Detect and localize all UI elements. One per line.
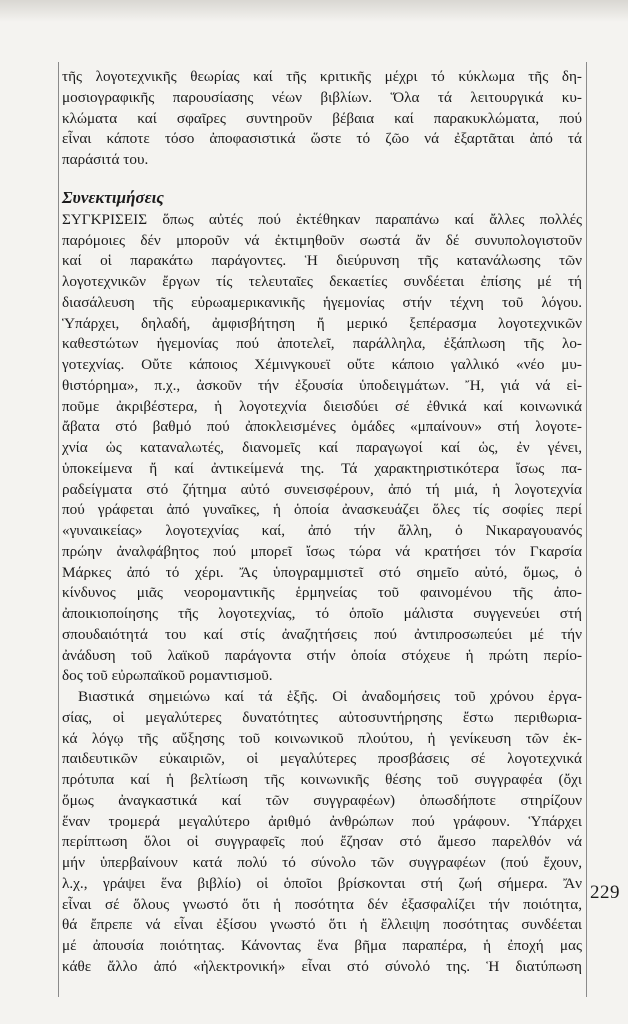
section-gap — [62, 171, 582, 186]
text-line: κάθε ἄλλο ἀπό «ἠλεκτρονική» εἶναι στό σύνολό της. Ἡ διατύπωση — [62, 957, 582, 975]
text-line: παράσιτά του. — [62, 151, 149, 168]
text-line: ἕναν τρομερά μεγαλύτερο ἀριθμό ἀνθρώπων πού γράφουν. Ὑπάρχει — [62, 812, 582, 830]
left-margin-rule — [58, 62, 59, 997]
text-line: δος τοῦ εὐρωπαϊκοῦ ρομαντισμοῦ. — [62, 667, 273, 685]
text-line: τῆς λογοτεχνικῆς θεωρίας καί τῆς κριτικῆς μέχρι τό κύκλωμα τῆς δη- — [62, 68, 582, 85]
text-line: χνία ὡς καταναλωτές, διανομεῖς καί παραγωγοί καί ὡς, ἐν γένει, — [62, 439, 582, 456]
text-line: ἄβατα στό βαθμό πού ἀποκλεισμένες ὁμάδες «μπαίνουν» στή λογοτε- — [62, 418, 582, 436]
text-line: κίνδυνος μιᾶς νεορομαντικῆς ἑρμηνείας τοῦ φαινομένου τῆς ἀπο- — [62, 584, 582, 602]
text-line: πρότυπα καί ἡ βελτίωση τῆς κοινωνικῆς θέσης τοῦ συγγραφέα (ὄχι — [62, 771, 582, 788]
text-line: μέ ἀπουσία ποιότητας. Κάνοντας ἕνα βῆμα παραπέρα, ἡ ἐποχή μας — [62, 937, 582, 954]
text-line: ὑποκείμενα ἤ καί ἀντικείμενά της. Τά χαρακτηριστικότερα ἴσως πα- — [62, 459, 582, 477]
text-line: εἶναι σέ ὅλους γνωστό ὅτι ἡ ποσότητα δέν ἐξασφαλίζει τήν ποιότητα, — [62, 895, 582, 913]
page-top-shadow — [0, 0, 628, 22]
text-line: καθεστώτων ἡγεμονίας πού ἀποτελεῖ, παράλληλα, ἐξάπλωση τῆς λο- — [62, 335, 582, 353]
section-heading: Συνεκτιμήσεις — [62, 187, 164, 207]
text-line: Βιαστικά σημειώνω καί τά ἑξῆς. Οἱ ἀναδομήσεις τοῦ χρόνου ἐργα- — [78, 688, 582, 705]
text-line: θιστόρημα», π.χ., ἀσκοῦν τήν ἐξουσία ὑποδειγμάτων. Ἤ, γιά νά εἰ- — [62, 376, 582, 394]
right-margin-rule — [586, 62, 587, 997]
text-line: ὅμως ἀναγκαστικά καί τῶν συγγραφέων) ὁπωσδήποτε στηρίζουν — [62, 791, 582, 809]
text-line: ΣΥΓΚΡΙΣΕΙΣ ὅπως αὐτές πού ἐκτέθηκαν παραπάνω καί ἄλλες πολλές — [62, 210, 582, 228]
text-line: περίπτωση ὅλοι οἱ συγγραφεῖς πού ἔζησαν στό ἄμεσο παρελθόν νά — [62, 833, 582, 851]
page-text — [62, 67, 582, 978]
text-line: παιδευτικῶν εὐκαιριῶν, οἱ μεγαλύτερες προσβάσεις σέ λογοτεχνικά — [62, 750, 582, 768]
text-line: καί οἱ παρακάτω παράγοντες. Ἡ διεύρυνση τῆς κατανάλωσης τῶν — [62, 252, 582, 270]
text-line: παρόμοιες δέν μποροῦν νά ἐκτιμηθοῦν σωστά ἄν δέ συνυπολογιστοῦν — [62, 231, 582, 249]
paragraph-2 — [62, 687, 582, 978]
text-line: ἀνάδυση τοῦ λαϊκοῦ παράγοντα στήν ὁποία στόχευε ἡ πρώτη περίο- — [62, 646, 582, 664]
text-line: «γυναικείας» λογοτεχνίας καί, ἀπό τήν ἄλλη, ὁ Νικαραγουανός — [62, 522, 582, 539]
text-line: πρώην ἀναλφάβητος πού μπορεῖ ἴσως τώρα νά κρατήσει τόν Γκαρσία — [62, 542, 582, 560]
text-line: σπουδαιότητά του καί στίς ἀναζητήσεις πού ἀντιπροσωπεύει μέ τήν — [62, 625, 582, 643]
text-line: λ.χ., γράψει ἕνα βιβλίο) οἱ ὁποῖοι βρίσκονται στή ζωή σήμερα. Ἄν — [62, 874, 582, 892]
text-line: θά ἔπρεπε νά εἶναι ἐξίσου γνωστό ὅτι ἡ ἔλλειψη ποσότητας συνδέεται — [62, 916, 582, 934]
text-line: σίας, οἱ μεγαλύτερες δυνατότητες αὐτοσυντήρησης ἔστω περιθωρια- — [62, 708, 582, 726]
page-number: 229 — [590, 882, 620, 903]
intro-paragraph — [62, 67, 582, 171]
text-line: ραδείγματα στό ζήτημα αὐτό συνεισφέρουν, ἀπό τή μιά, ἡ λογοτεχνία — [62, 480, 582, 498]
text-line: κλώματα καί σφαῖρες συντηροῦν βέβαια καί παρακυκλώματα, πού — [62, 109, 582, 127]
text-line: μοσιογραφικῆς παρουσίασης νέων βιβλίων. Ὅλα τά λειτουργικά κυ- — [62, 88, 582, 106]
text-line: γοτεχνίας. Οὔτε κάποιος Χέμινγκουεϊ οὔτε κάποιο γαλλικό «νέο μυ- — [62, 356, 582, 373]
text-line: διασάλευση τῆς εὐρωαμερικανικῆς ἡγεμονίας στήν τέχνη τοῦ λόγου. — [62, 293, 582, 311]
paragraph-1 — [62, 210, 582, 687]
text-line: κά λόγῳ τῆς αὔξησης τοῦ κοινωνικοῦ πλούτου, ἡ γενίκευση τῶν ἐκ- — [62, 729, 582, 747]
text-line: λογοτεχνικῶν ἔργων τίς τελευταῖες δεκαετίες συνδέεται ἐπίσης μέ τή — [62, 273, 582, 290]
text-line: ἀποικιοποίησης τῆς λογοτεχνίας, τό ὁποῖο μάλιστα συγγενεύει στή — [62, 605, 582, 622]
text-line: εἶναι κάποτε τόσο ἀποφασιστικά ὥστε τό ζῶο νά ἐξαρτᾶται ἀπό τά — [62, 130, 582, 148]
text-line: Ὑπάρχει, δηλαδή, ἀμφισβήτηση ἤ μερικό ξεπέρασμα λογοτεχνικῶν — [62, 314, 582, 332]
text-line: Μάρκες ἀπό τό χέρι. Ἄς ὑπογραμμιστεῖ στό σημεῖο αὐτό, ὅμως, ὁ — [62, 563, 582, 581]
text-line: ποῦμε ἀκριβέστερα, ἡ λογοτεχνία διεισδύει σέ ἐθνικά καί κοινωνικά — [62, 397, 582, 415]
text-line: μήν ὑπερβαίνουν κατά πολύ τό σύνολο τῶν συγγραφέων (πού ἔχουν, — [62, 854, 582, 871]
text-line: πού γράφεται ἀπό γυναῖκες, ἡ ὁποία ἀνασκευάζει ὅλες τίς σοφίες περί — [62, 501, 582, 519]
